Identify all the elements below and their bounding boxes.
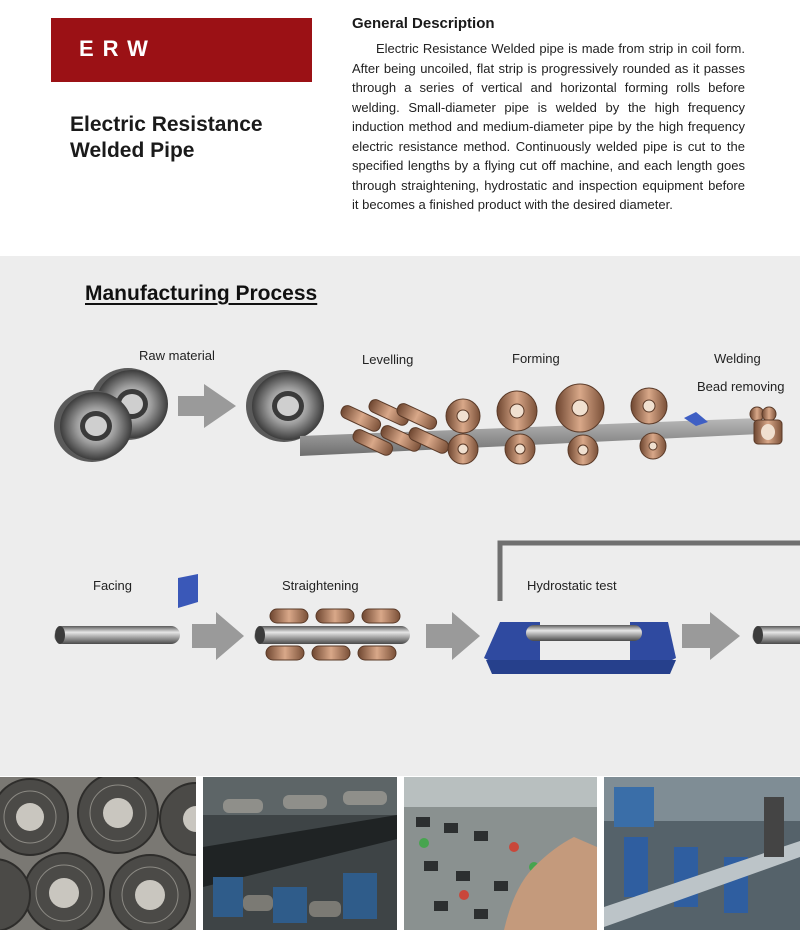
banner-label: ERW — [79, 36, 157, 61]
step-hydrostatic-test: Hydrostatic test — [527, 578, 617, 593]
description-body: Electric Resistance Welded pipe is made from strip in coil form. After being uncoiled, flat strip is progressively rounded as it passes through a series of vertical and horizontal forming rolls before welding. Small-diameter pipe is welded by the high frequency induction method and medium-diameter pipe by the high frequency electric resistance method. Continuously welded pipe is cut to the specified lengths by a flying cut off machine, and each length goes through straightening, hydrostatic and inspection equipment before it becomes a finished product with the desired diameter. — [352, 41, 745, 212]
facing-cutter — [178, 574, 198, 608]
step-straightening: Straightening — [282, 578, 359, 593]
control-panel-photo — [404, 777, 597, 930]
welding-line-photo — [604, 777, 800, 930]
title-line-1: Electric Resistance — [70, 113, 263, 136]
arrow-icon — [192, 612, 244, 660]
step-bead-removing: Bead removing — [697, 379, 785, 394]
step-welding: Welding — [714, 351, 761, 366]
straightening-unit — [254, 609, 410, 660]
erw-banner — [51, 18, 312, 82]
arrow-icon — [178, 384, 236, 428]
process-diagram — [0, 256, 800, 776]
step-levelling: Levelling — [362, 352, 414, 367]
hydrostatic-tester — [484, 622, 676, 674]
step-forming: Forming — [512, 351, 560, 366]
process-section — [0, 256, 800, 776]
steel-coils-photo — [0, 777, 196, 930]
arrow-icon — [682, 612, 740, 660]
page-title — [70, 112, 263, 164]
arrow-icon — [426, 612, 480, 660]
levelling-coil — [246, 370, 324, 442]
process-title: Manufacturing Process — [85, 282, 318, 305]
header-section — [0, 0, 800, 256]
title-line-2: Welded Pipe — [70, 139, 195, 162]
description-heading: General Description — [352, 15, 495, 32]
photo-strip — [0, 777, 800, 936]
finished-pipe — [752, 626, 800, 644]
forming-line-photo — [203, 777, 397, 930]
facing-pipe — [54, 626, 180, 644]
step-raw-material: Raw material — [139, 348, 215, 363]
raw-material-coils — [54, 368, 168, 462]
step-facing: Facing — [93, 578, 133, 593]
